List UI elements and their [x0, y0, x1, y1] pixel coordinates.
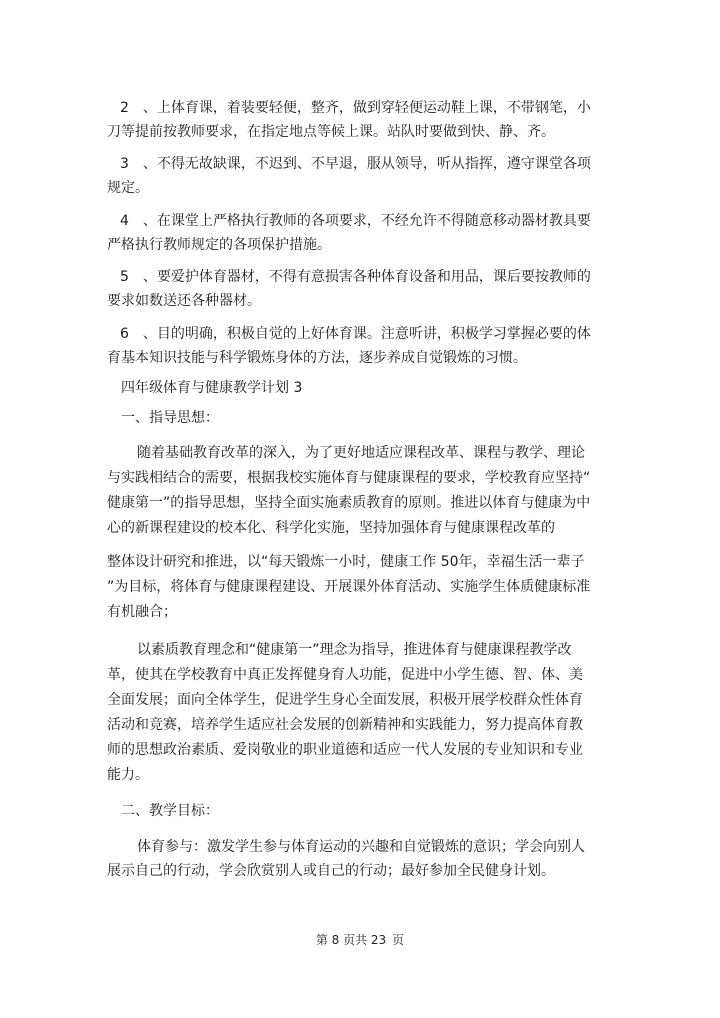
para2-line: ”为目标，将体育与健康课程建设、开展课外体育活动、实施学生体质健康标准	[107, 579, 591, 595]
para1-line: 随着基础教育改革的深入，为了更好地适应课程改革、课程与教学、理论	[137, 445, 585, 461]
para2-line: 有机融合；	[107, 604, 177, 620]
rule-5-line-2: 要求如数送还各种器材。	[107, 293, 261, 309]
rule-4-line-2: 严格执行教师规定的各项保护措施。	[107, 237, 331, 253]
rule-number: 6	[120, 326, 129, 342]
rule-5-line-1: 5 、要爱护体育器材，不得有意损害各种体育设备和用品，课后要按教师的	[120, 269, 591, 285]
rule-6-line-2: 育基本知识技能与科学锻炼身体的方法，逐步养成自觉锻炼的习惯。	[107, 350, 527, 366]
rule-3-line-1: 3 、不得无故缺课，不迟到、不早退，服从领导，听从指挥，遵守课堂各项	[120, 156, 591, 172]
page-number: 第 8 页共 23	[315, 933, 387, 947]
page-footer	[0, 931, 720, 948]
para3-line: 革，使其在学校教育中真正发挥健身育人功能，促进中小学生德、智、体、美	[107, 667, 583, 683]
para4-line: 展示自己的行动，学会欣赏别人或自己的行动；最好参加全民健身计划。	[107, 863, 555, 879]
rule-6-line-1: 6 、目的明确，积极自觉的上好体育课。注意听讲，积极学习掌握必要的体	[120, 326, 591, 342]
para3-line: 师的思想政治素质、爱岗敬业的职业道德和适应一代人发展的专业知识和专业	[107, 742, 583, 758]
rule-number: 4	[120, 213, 129, 229]
para2-line: 整体设计研究和推进，以“每天锻炼一小时，健康工作 50年，幸福生活一辈子	[107, 554, 585, 570]
rule-4-line-1: 4 、在课堂上严格执行教师的各项要求，不经允许不得随意移动器材教具要	[120, 213, 591, 229]
section-teaching-goals: 二、教学目标：	[121, 803, 219, 819]
para1-line: 健康第一”的指导思想，坚持全面实施素质教育的原则。推进以体育与健康为中	[107, 495, 591, 511]
para4-line: 体育参与：激发学生参与体育运动的兴趣和自觉锻炼的意识；学会向别人	[137, 839, 585, 855]
rule-number: 2	[120, 100, 129, 116]
para3-line: 能力。	[107, 767, 149, 783]
plan-heading: 四年级体育与健康教学计划 3	[121, 380, 303, 396]
para1-line: 心的新课程建设的校本化、科学化实施，坚持加强体育与健康课程改革的	[107, 520, 555, 536]
para1-line: 与实践相结合的需要，根据我校实施体育与健康课程的要求，学校教育应坚持“	[107, 470, 591, 486]
rule-2-line-2: 刀等提前按教师要求，在指定地点等候上课。站队时要做到快、静、齐。	[107, 124, 555, 140]
page-suffix: 页	[392, 933, 405, 947]
para3-line: 全面发展；面向全体学生，促进学生身心全面发展，积极开展学校群众性体育	[107, 692, 583, 708]
section-guiding-thought: 一、指导思想：	[121, 410, 219, 426]
rule-number: 3	[120, 156, 129, 172]
rule-number: 5	[120, 269, 129, 285]
rule-3-line-2: 规定。	[107, 180, 149, 196]
rule-2-line-1: 2 、上体育课，着装要轻便，整齐，做到穿轻便运动鞋上课，不带钢笔，小	[120, 100, 591, 116]
para3-line: 活动和竞赛，培养学生适应社会发展的创新精神和实践能力，努力提高体育教	[107, 717, 583, 733]
para3-line: 以素质教育理念和“健康第一”理念为指导，推进体育与健康课程教学改	[137, 642, 572, 658]
